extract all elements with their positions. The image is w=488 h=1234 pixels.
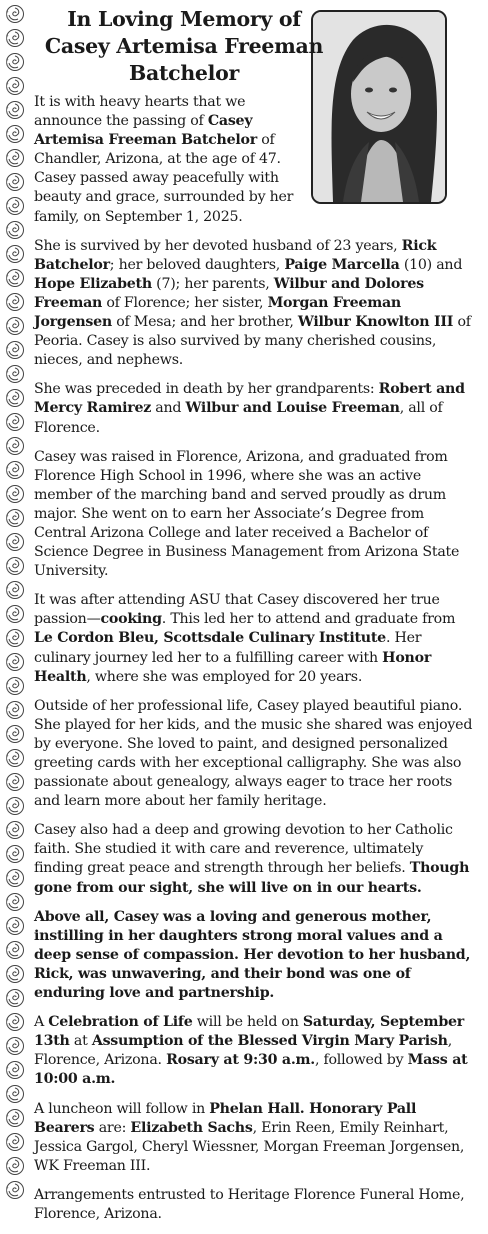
text: and <box>151 400 186 417</box>
text: of Chandler, Arizona, at the age of 47. Casey passed away peacefully with beauty and grace, surrounded by her family, on September 1, 2025. <box>34 132 294 225</box>
rose-icon <box>5 1156 25 1176</box>
text: She was preceded in death by her grandparents: <box>34 381 379 398</box>
text: A <box>34 1014 49 1031</box>
rose-icon <box>5 508 25 528</box>
rose-icon <box>5 628 25 648</box>
rose-icon <box>5 1084 25 1104</box>
text: It was after attending ASU that Casey discovered her true passion— <box>34 592 440 628</box>
bold-text: Celebration of Life <box>48 1014 193 1031</box>
rose-icon <box>5 292 25 312</box>
rose-icon <box>5 604 25 624</box>
rose-icon <box>5 724 25 744</box>
bold-text: Mass at 10:00 a.m. <box>34 1052 468 1088</box>
obituary-content <box>34 6 474 1234</box>
text: It is with heavy hearts that we announce the passing of <box>34 94 246 130</box>
bold-text: Robert and Mercy Ramirez <box>34 381 465 417</box>
bold-text: Le Cordon Bleu, Scottsdale Culinary Institute <box>34 630 386 647</box>
obituary-title: In Loving Memory of Casey Artemisa Freeman Batchelor <box>44 7 324 85</box>
paragraph-mother <box>34 908 474 1003</box>
text: of Mesa; and her brother, <box>112 314 298 331</box>
rose-icon <box>5 484 25 504</box>
rose-icon <box>5 580 25 600</box>
bold-text: Casey Artemisa Freeman Batchelor <box>34 113 257 149</box>
rose-icon <box>5 700 25 720</box>
rose-icon <box>5 532 25 552</box>
rose-icon <box>5 100 25 120</box>
bold-text: Paige Marcella <box>284 256 400 273</box>
rose-icon <box>5 460 25 480</box>
rose-icon <box>5 388 25 408</box>
paragraph-faith <box>34 821 474 897</box>
rose-icon <box>5 220 25 240</box>
text: Casey also had a deep and growing devotion to her Catholic faith. She studied it with care and reverence, ultimately finding great peace and strength through her beliefs. <box>34 822 453 877</box>
paragraph-intro <box>34 93 316 227</box>
text: will be held on <box>192 1014 303 1031</box>
text: , all of Florence. <box>34 400 443 436</box>
rose-icon <box>5 796 25 816</box>
rose-icon <box>5 148 25 168</box>
rose-icon <box>5 316 25 336</box>
bold-text: Honor Health <box>34 649 432 685</box>
rose-icon <box>5 1180 25 1200</box>
rose-icon <box>5 988 25 1008</box>
rose-icon <box>5 28 25 48</box>
bold-text: Rosary at 9:30 a.m. <box>166 1052 315 1069</box>
bold-text: Wilbur Knowlton III <box>297 314 454 331</box>
rose-icon <box>5 436 25 456</box>
text: of Peoria. Casey is also survived by many cherished cousins, nieces, and nephews. <box>34 314 471 369</box>
text: (7); her parents, <box>151 275 274 292</box>
text: of Florence; her sister, <box>102 294 268 311</box>
bold-text: Above all, Casey was a loving and generous mother, instilling in her daughters strong moral values and a deep sense of compassion. Her devotion to her husband, Rick, was unwavering, and their bond was one of enduring love and partnership. <box>34 908 471 1002</box>
text: Casey was raised in Florence, Arizona, and graduated from Florence High School in 1996, where she was an active member of the marching band and served proudly as drum major. She went on to earn her Associate’s Degree from Central Arizona College and later received a Bachelor of Science Degree in Business Management from Arizona State University. <box>34 448 460 580</box>
rose-icon <box>5 364 25 384</box>
bold-text: Assumption of the Blessed Virgin Mary Parish <box>91 1033 448 1050</box>
rose-icon <box>5 52 25 72</box>
bold-text: Phelan Hall. Honorary Pall Bearers <box>34 1100 417 1136</box>
text: , where she was employed for 20 years. <box>86 668 363 685</box>
paragraph-survived <box>34 237 474 371</box>
rose-icon <box>5 244 25 264</box>
rose-icon <box>5 76 25 96</box>
rose-icon <box>5 124 25 144</box>
bold-text: Wilbur and Louise Freeman <box>185 400 400 417</box>
text: at <box>69 1033 92 1050</box>
rose-icon <box>5 4 25 24</box>
text: are: <box>94 1119 131 1136</box>
bold-text: Rick Batchelor <box>34 237 437 273</box>
bold-text: cooking <box>100 611 162 628</box>
bold-text: Hope Elizabeth <box>34 275 152 292</box>
text: , Erin Reen, Emily Reinhart, Jessica Gargol, Cheryl Wiessner, Morgan Freeman Jorgensen, WK Freeman III. <box>34 1119 465 1174</box>
text: , Florence, Arizona. <box>34 1033 452 1069</box>
rose-icon <box>5 772 25 792</box>
rose-icon <box>5 556 25 576</box>
bold-text: Elizabeth Sachs <box>130 1119 253 1136</box>
rose-icon <box>5 940 25 960</box>
rose-icon <box>5 196 25 216</box>
rose-icon <box>5 1108 25 1128</box>
rose-icon <box>5 916 25 936</box>
rose-icon <box>5 748 25 768</box>
paragraph-cooking <box>34 591 474 686</box>
text: Outside of her professional life, Casey played beautiful piano. She played for her kids, and the music she shared was enjoyed by everyone. She loved to paint, and designed personalized greeting cards with her exceptional calligraphy. She was also passionate about genealogy, always eager to trace her roots and learn more about her family heritage. <box>34 697 473 810</box>
text: ; her beloved daughters, <box>109 256 285 273</box>
rose-icon <box>5 964 25 984</box>
rose-icon <box>5 1036 25 1056</box>
rose-icon <box>5 1012 25 1032</box>
bold-text: Morgan Freeman Jorgensen <box>34 294 401 331</box>
text: (10) and <box>399 256 463 273</box>
paragraph-celebration <box>34 1013 474 1089</box>
rose-icon <box>5 868 25 888</box>
rose-icon <box>5 1132 25 1152</box>
rose-icon <box>5 676 25 696</box>
text: , followed by <box>314 1052 408 1069</box>
bold-text: Wilbur and Dolores Freeman <box>34 275 424 311</box>
obituary-body <box>34 93 474 1224</box>
text: . This led her to attend and graduate from <box>161 611 456 628</box>
paragraph-arrangements <box>34 1186 474 1224</box>
rose-icon <box>5 340 25 360</box>
bold-text: Saturday, September 13th <box>34 1014 464 1050</box>
bold-text: Though gone from our sight, she will live on in our hearts. <box>34 860 470 896</box>
rose-icon <box>5 1060 25 1080</box>
text: . Her culinary journey led her to a fulfilling career with <box>34 630 422 666</box>
rose-icon <box>5 412 25 432</box>
text: Arrangements entrusted to Heritage Florence Funeral Home, Florence, Arizona. <box>34 1186 465 1222</box>
text: A luncheon will follow in <box>34 1100 210 1117</box>
rose-icon <box>5 268 25 288</box>
paragraph-raised <box>34 448 474 582</box>
rose-icon <box>5 844 25 864</box>
rose-icon <box>5 820 25 840</box>
paragraph-piano <box>34 697 474 812</box>
paragraph-luncheon <box>34 1100 474 1176</box>
paragraph-preceded <box>34 380 474 437</box>
text: She is survived by her devoted husband of 23 years, <box>34 237 402 254</box>
rose-icon <box>5 892 25 912</box>
rose-border <box>0 0 26 1200</box>
rose-icon <box>5 172 25 192</box>
rose-icon <box>5 652 25 672</box>
